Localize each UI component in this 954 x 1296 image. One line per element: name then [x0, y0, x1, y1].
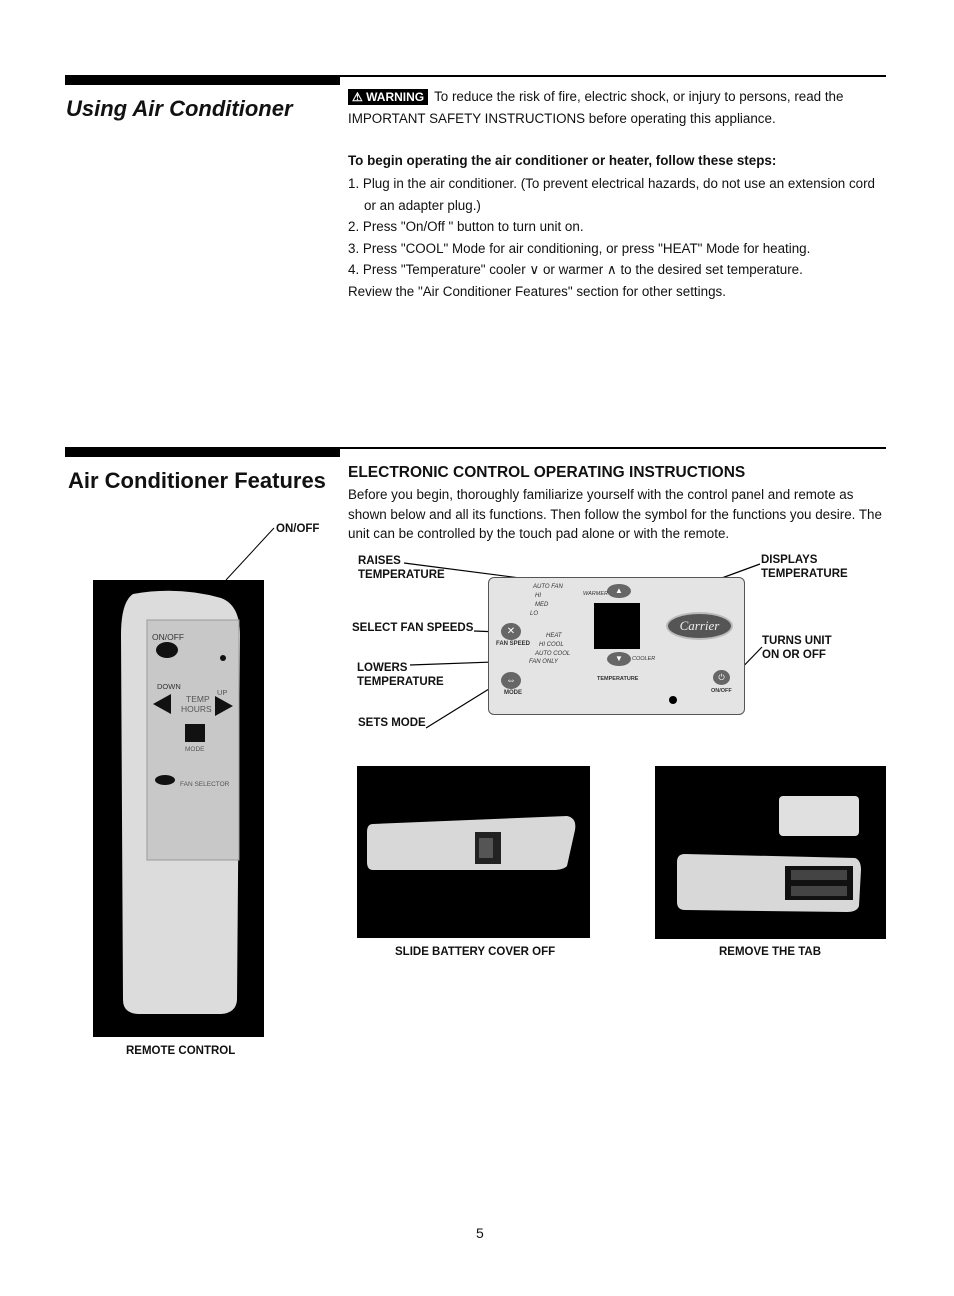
panel-label-lo: LO: [530, 611, 539, 617]
fan-speed-button[interactable]: [501, 623, 521, 640]
up-arrow-icon: ▲: [615, 586, 623, 595]
remote-label-mode: MODE: [185, 746, 205, 753]
slide-cover-caption: SLIDE BATTERY COVER OFF: [395, 946, 556, 958]
panel-label-hi-cool: HI COOL: [539, 642, 564, 648]
step-item: 3. Press "COOL" Mode for air conditioning, or press "HEAT" Mode for heating.: [348, 240, 811, 256]
remote-label-fan: FAN SELECTOR: [180, 781, 230, 788]
callout-lowers: LOWERS TEMPERATURE: [357, 662, 444, 688]
steps-title: To begin operating the air conditioner or heater, follow these steps:: [348, 153, 777, 168]
warning-label: WARNING: [366, 90, 425, 104]
callout-turns-unit: TURNS UNIT ON OR OFF: [762, 635, 832, 661]
remote-caption: REMOTE CONTROL: [126, 1045, 236, 1057]
power-icon: ⏻: [718, 673, 725, 682]
warmer-button[interactable]: [607, 584, 631, 598]
callout-sets-mode: SETS MODE: [358, 717, 426, 729]
step-item: 1. Plug in the air conditioner. (To prevent electrical hazards, do not use an extension cord or an adapter plug.): [348, 176, 876, 213]
mode-button[interactable]: [501, 672, 521, 689]
warning-text: To reduce the risk of fire, electric shock, or injury to persons, read the IMPORTANT SAFETY INSTRUCTIONS before operating this appliance.: [348, 89, 844, 126]
indicator-light: [669, 696, 677, 704]
panel-label-onoff: ON/OFF: [711, 688, 732, 694]
remote-label-hours: HOURS: [181, 704, 212, 714]
section-title-features: Air Conditioner Features: [68, 468, 326, 493]
down-arrow-icon: ▼: [615, 654, 623, 663]
panel-label-fan-speed: FAN SPEED: [496, 641, 531, 647]
panel-label-mode: MODE: [504, 690, 522, 696]
callout-displays: DISPLAYS TEMPERATURE: [761, 554, 848, 580]
panel-label-med: MED: [535, 602, 549, 608]
control-panel: [488, 577, 745, 715]
remote-battery-tab-image: [655, 766, 886, 939]
cooler-button[interactable]: [607, 652, 631, 666]
warning-icon: ⚠: [352, 90, 363, 104]
panel-label-warmer: WARMER: [583, 591, 608, 597]
mode-arrows-icon: ⇔: [506, 675, 516, 686]
panel-label-heat: HEAT: [546, 633, 562, 639]
step-item: 4. Press "Temperature" cooler ∨ or warmer ∧ to the desired set temperature.: [348, 262, 803, 277]
review-note: Review the "Air Conditioner Features" section for other settings.: [348, 283, 726, 299]
step-item: 2. Press "On/Off " button to turn unit on.: [348, 219, 584, 234]
panel-label-autofan: AUTO FAN: [533, 584, 563, 590]
page-number: 5: [476, 1225, 484, 1241]
panel-label-cooler: COOLER: [632, 656, 656, 662]
panel-label-auto-cool: AUTO COOL: [535, 651, 571, 657]
remote-onoff-callout: ON/OFF: [276, 523, 320, 535]
remote-sliding-cover-image: [357, 766, 590, 938]
remove-tab-caption: REMOVE THE TAB: [719, 946, 822, 958]
panel-label-hi: HI: [535, 593, 541, 599]
remote-label-onoff: ON/OFF: [152, 632, 185, 642]
power-button[interactable]: [713, 670, 730, 685]
temperature-display: [594, 603, 640, 649]
remote-label-temp: TEMP: [186, 694, 210, 704]
remote-label-up: UP: [217, 688, 228, 697]
remote-control-image: [93, 580, 264, 1037]
remote-photo: [93, 580, 264, 1037]
slide-cover-photo: [357, 766, 590, 938]
remote-label-down: DOWN: [157, 682, 181, 691]
panel-label-temperature: TEMPERATURE: [597, 676, 639, 682]
remove-tab-photo: [655, 766, 886, 939]
brand-logo: Carrier: [666, 612, 733, 640]
subtitle: ELECTRONIC CONTROL OPERATING INSTRUCTIONS: [348, 464, 746, 481]
section-title-using: Using Air Conditioner: [66, 96, 293, 121]
callout-raises: RAISES TEMPERATURE: [358, 555, 445, 581]
panel-label-fan-only: FAN ONLY: [529, 659, 559, 665]
callout-select-fan: SELECT FAN SPEEDS: [352, 622, 474, 634]
fan-icon: ✕: [506, 626, 516, 637]
intro-paragraph: Before you begin, thoroughly familiarize yourself with the control panel and remote as shown below and all its functions. Then follow the symbol for the functions you desire. The unit can be controlled by the touch pad alone or with the remote.: [348, 487, 882, 541]
